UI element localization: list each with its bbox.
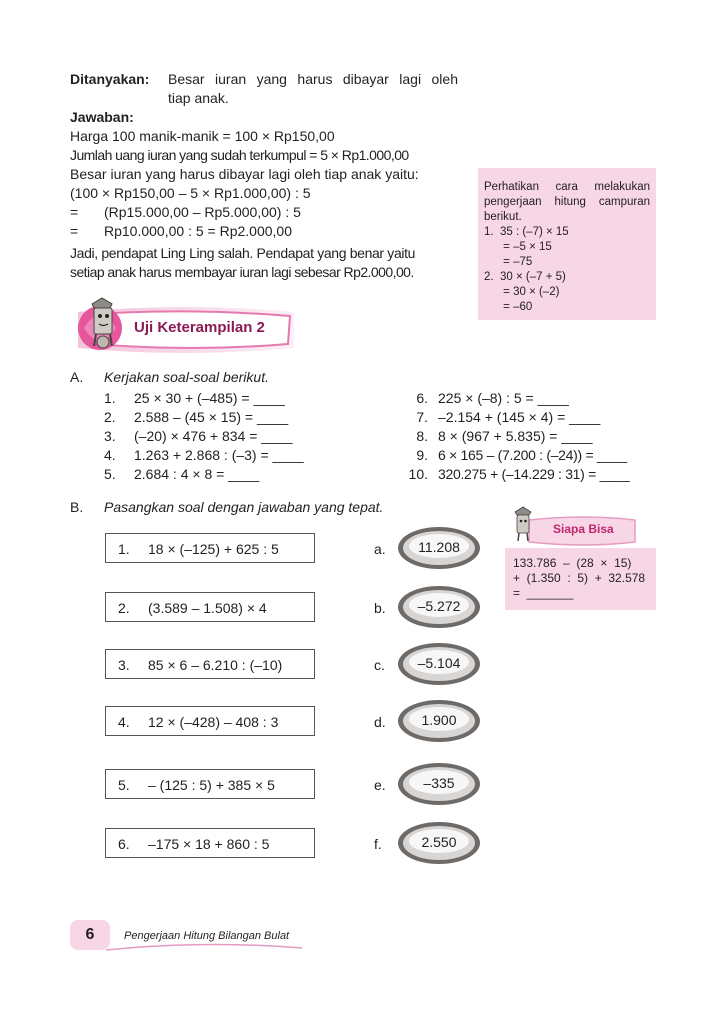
siapa-bisa-header [515,512,639,546]
answer-letter: d. [374,714,386,730]
answer-letter: f. [374,836,382,852]
answer-letter: e. [374,777,386,793]
answer-value: –5.104 [417,655,461,671]
jawaban-label: Jawaban: [70,109,134,125]
problem-expression: (3.589 – 1.508) × 4 [148,600,267,616]
problem-box [105,533,315,563]
problem-number: 6. [118,836,130,852]
challenge-line: = _______ [513,586,574,600]
answer-value: 1.900 [421,712,457,728]
page-number: 6 [85,926,95,943]
ditanyakan-text: Besar iuran yang harus dibayar lagi oleh [168,71,458,87]
chapter-title: Pengerjaan Hitung Bilangan Bulat [124,930,290,942]
challenge-line: + (1.350 : 5) + 32.578 [513,571,646,585]
problem-number: 4. [118,714,130,730]
uji-keterampilan-banner [72,300,298,358]
answer-letter: a. [374,541,386,557]
question-text: 2.588 – (45 × 15) = ____ [134,409,289,425]
answer-oval [397,699,481,743]
answer-letter: b. [374,600,386,616]
section-a-instruction: Kerjakan soal-soal berikut. [104,369,269,385]
question-number: 6. [416,390,428,406]
section-b-letter: B. [70,499,84,515]
siapa-bisa-title: Siapa Bisa [553,522,614,536]
note-line: = –5 × 15 [484,241,552,253]
problem-number: 2. [118,600,130,616]
note-line: = –60 [484,301,533,313]
section-a-letter: A. [70,369,84,385]
question-text: 8 × (967 + 5.835) = ____ [438,428,593,444]
answer-value: 11.208 [418,539,460,555]
problem-expression: –175 × 18 + 860 : 5 [148,836,270,852]
note-line: 1. 35 : (–7) × 15 [484,226,569,238]
problem-box [105,769,315,799]
answer-oval [397,585,481,629]
problem-expression: 12 × (–428) – 408 : 3 [148,714,279,730]
ditanyakan-label: Ditanyakan: [70,71,150,87]
answer-value: –5.272 [417,598,461,614]
answer-value: –335 [423,775,455,791]
problem-expression: 18 × (–125) + 625 : 5 [148,541,279,557]
note-line: = 30 × (–2) [484,286,560,298]
answer-value: 2.550 [421,834,457,850]
challenge-line: 133.786 – (28 × 15) [513,556,632,570]
question-number: 10. [408,466,428,482]
answer-line: (100 × Rp150,00 – 5 × Rp1.000,00) : 5 [70,185,311,201]
note-line: = –75 [484,256,533,268]
problem-box [105,649,315,679]
answer-oval [397,526,481,570]
question-number: 7. [416,409,428,425]
answer-oval [397,762,481,806]
answer-letter: c. [374,657,385,673]
question-text: 2.684 : 4 × 8 = ____ [134,466,260,482]
answer-line: Jumlah uang iuran yang sudah terkumpul = 5 × Rp1.000,00 [70,147,409,163]
conclusion-line: setiap anak harus membayar iuran lagi sebesar Rp2.000,00. [70,264,414,280]
problem-expression: 85 × 6 – 6.210 : (–10) [148,657,283,673]
question-text: –2.154 + (145 × 4) = ____ [438,409,601,425]
question-text: 225 × (–8) : 5 = ____ [438,390,569,406]
equation-line: (Rp15.000,00 – Rp5.000,00) : 5 [104,204,301,220]
siapa-bisa-box [505,548,656,610]
note-line: berikut. [484,211,522,223]
answer-line: Besar iuran yang harus dibayar lagi oleh tiap anak yaitu: [70,166,419,182]
answer-oval [397,642,481,686]
question-text: 6 × 165 – (7.200 : (–24)) = ____ [438,447,627,463]
question-number: 4. [104,447,116,463]
problem-expression: – (125 : 5) + 385 × 5 [148,777,275,793]
note-line: Perhatikan cara melakukan [484,181,650,193]
problem-number: 5. [118,777,130,793]
question-number: 2. [104,409,116,425]
question-text: 1.263 + 2.868 : (–3) = ____ [134,447,304,463]
mascot-icon [509,504,537,544]
question-text: 320.275 + (–14.229 : 31) = ____ [438,466,630,482]
hint-note-box [478,168,656,320]
answer-oval [397,821,481,865]
answer-line: Harga 100 manik-manik = 100 × Rp150,00 [70,128,335,144]
problem-number: 1. [118,541,130,557]
question-number: 8. [416,428,428,444]
question-number: 9. [416,447,428,463]
question-number: 5. [104,466,116,482]
problem-box [105,592,315,622]
banner-title: Uji Keterampilan 2 [134,319,265,336]
conclusion-line: Jadi, pendapat Ling Ling salah. Pendapat yang benar yaitu [70,245,416,261]
note-line: pengerjaan hitung campuran [484,196,650,208]
problem-number: 3. [118,657,130,673]
question-text: 25 × 30 + (–485) = ____ [134,390,285,406]
question-number: 3. [104,428,116,444]
equation-line: Rp10.000,00 : 5 = Rp2.000,00 [104,223,292,239]
problem-box [105,828,315,858]
section-b-instruction: Pasangkan soal dengan jawaban yang tepat. [104,499,384,515]
mascot-icon [80,294,126,352]
question-number: 1. [104,390,116,406]
equals-sign: = [70,204,79,220]
equals-sign: = [70,223,79,239]
problem-box [105,706,315,736]
question-text: (–20) × 476 + 834 = ____ [134,428,293,444]
note-line: 2. 30 × (–7 + 5) [484,271,566,283]
ditanyakan-text-2: tiap anak. [168,90,229,106]
